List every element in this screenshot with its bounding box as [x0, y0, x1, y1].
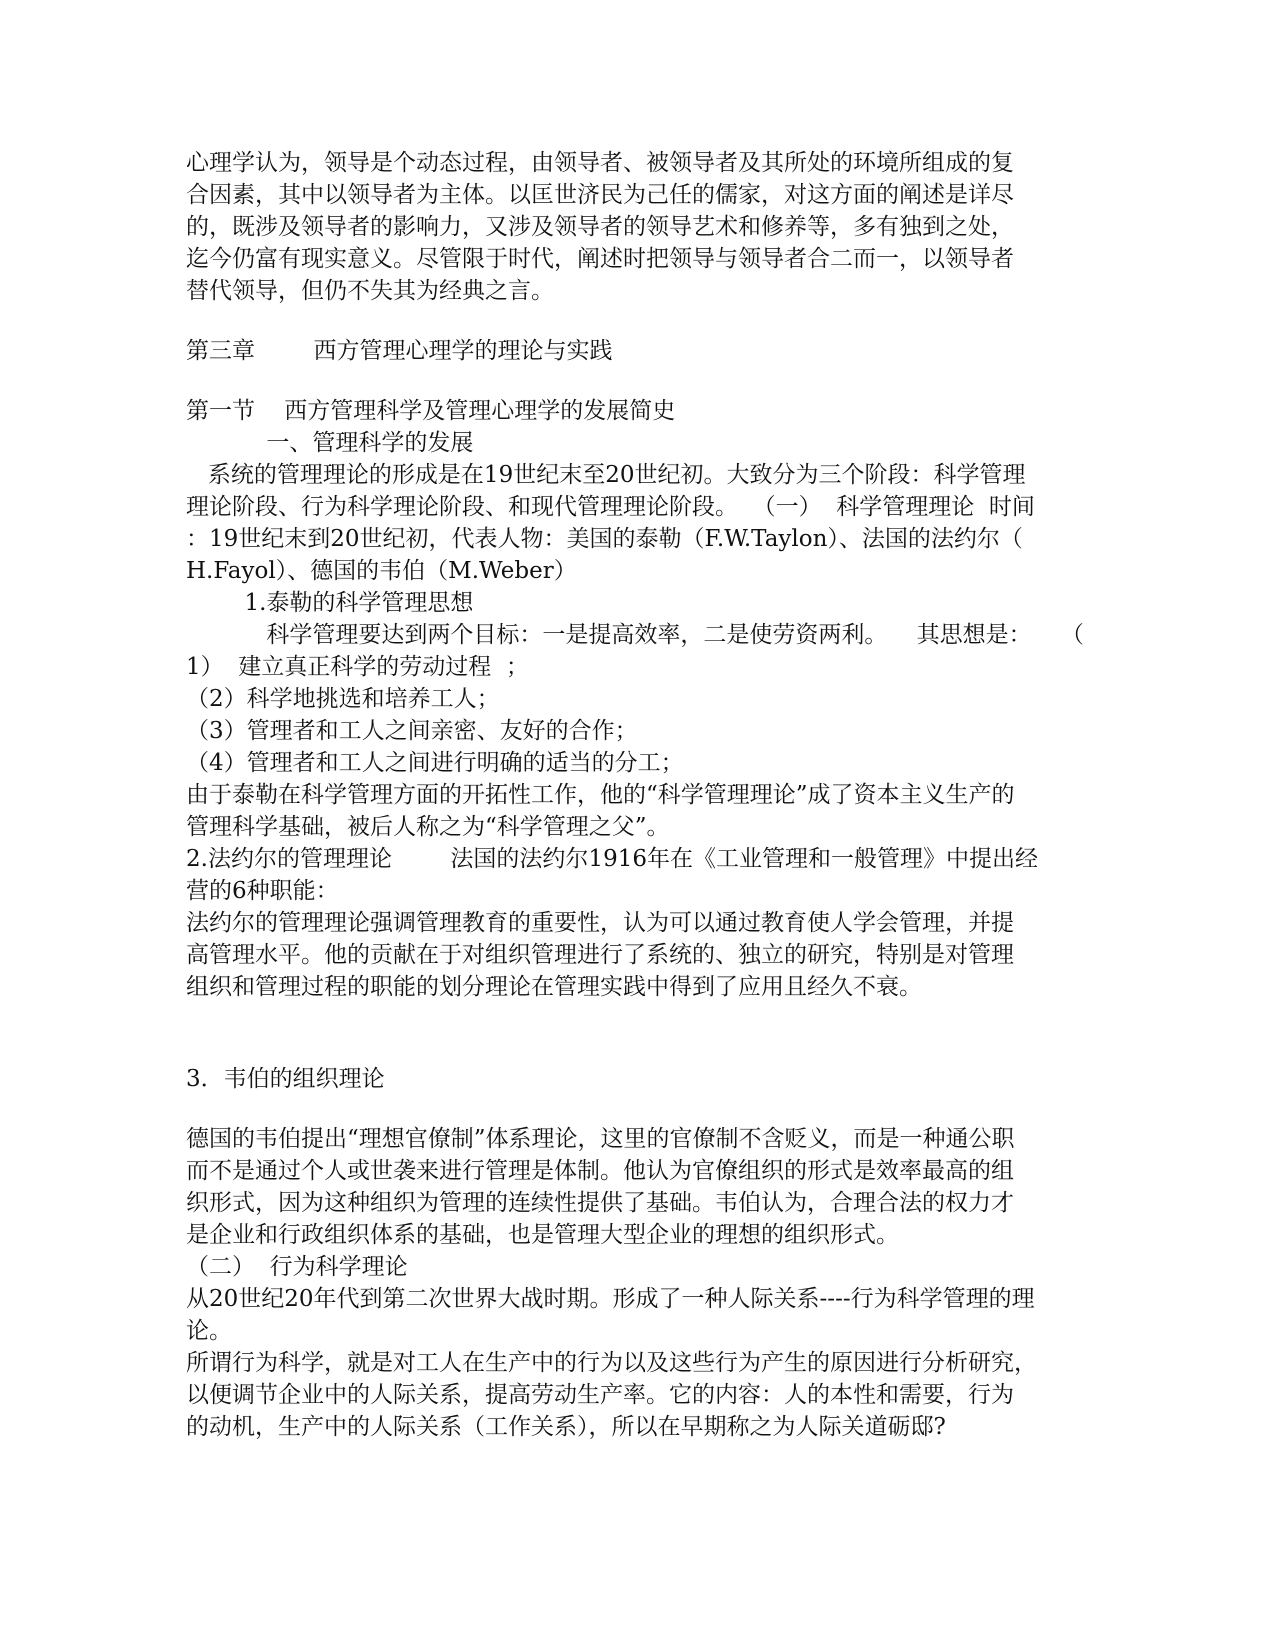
text-line: 管理科学基础，被后人称之为“科学管理之父”。	[186, 814, 670, 840]
text-line: 迄今仍富有现实意义。尽管限于时代，阐述时把领导与领导者合二而一，以领导者	[186, 246, 1014, 272]
text-line: 从20世纪20年代到第二次世界大战时期。形成了一种人际关系----行为科学管理的理	[186, 1286, 1035, 1312]
text-line: 高管理水平。他的贡献在于对组织管理进行了系统的、独立的研究，特别是对管理	[186, 942, 1014, 968]
subsection-heading: 一、管理科学的发展	[186, 430, 474, 456]
list-item: 1） 建立真正科学的劳动过程 ；	[186, 654, 529, 680]
text-line: 论。	[186, 1318, 232, 1344]
text-line: 的，既涉及领导者的影响力，又涉及领导者的领导艺术和修养等，多有独到之处，	[186, 214, 1014, 240]
text-line: 而不是通过个人或世袭来进行管理是体制。他认为官僚组织的形式是效率最高的组	[186, 1158, 1014, 1184]
text-line: 由于泰勒在科学管理方面的开拓性工作，他的“科学管理理论”成了资本主义生产的	[186, 782, 1015, 808]
list-item: （2）科学地挑选和培养工人；	[186, 686, 500, 712]
text-line: 法约尔的管理理论强调管理教育的重要性，认为可以通过教育使人学会管理，并提	[186, 910, 1014, 936]
text-line: 组织和管理过程的职能的划分理论在管理实践中得到了应用且经久不衰。	[186, 974, 922, 1000]
text-line: 营的6种职能：	[186, 878, 339, 904]
text-line: 替代领导，但仍不失其为经典之言。	[186, 278, 554, 304]
text-line: 以便调节企业中的人际关系，提高劳动生产率。它的内容：人的本性和需要，行为	[186, 1382, 1014, 1408]
list-item: （4）管理者和工人之间进行明确的适当的分工；	[186, 750, 684, 776]
text-line: 所谓行为科学，就是对工人在生产中的行为以及这些行为产生的原因进行分析研究，	[186, 1350, 1037, 1376]
text-line: 2.法约尔的管理理论 法国的法约尔1916年在《工业管理和一般管理》中提出经	[186, 846, 1038, 872]
text-line: 科学管理要达到两个目标：一是提高效率，二是使劳资两利。 其思想是： （	[186, 622, 1084, 648]
subheading: （二） 行为科学理论	[186, 1254, 408, 1280]
list-item: （3）管理者和工人之间亲密、友好的合作；	[186, 718, 638, 744]
text-line: 织形式，因为这种组织为管理的连续性提供了基础。韦伯认为，合理合法的权力才	[186, 1190, 1014, 1216]
subheading: 1.泰勒的科学管理思想	[186, 590, 474, 616]
text-line: H.Fayol）、德国的韦伯（M.Weber）	[186, 558, 577, 584]
text-line: 德国的韦伯提出“理想官僚制”体系理论，这里的官僚制不含贬义，而是一种通公职	[186, 1126, 1015, 1152]
text-line: 的动机，生产中的人际关系（工作关系），所以在早期称之为人际关道砺邸?	[186, 1414, 946, 1440]
section-heading: 第一节 西方管理科学及管理心理学的发展简史	[186, 398, 676, 424]
subheading: 3．韦伯的组织理论	[186, 1066, 385, 1092]
text-line: 心理学认为，领导是个动态过程，由领导者、被领导者及其所处的环境所组成的复	[186, 150, 1014, 176]
text-line: 是企业和行政组织体系的基础，也是管理大型企业的理想的组织形式。	[186, 1222, 899, 1248]
chapter-heading: 第三章 西方管理心理学的理论与实践	[186, 338, 613, 364]
text-line: 理论阶段、行为科学理论阶段、和现代管理理论阶段。 （一） 科学管理理论 时间	[186, 494, 1035, 520]
text-line: 系统的管理理论的形成是在19世纪末至20世纪初。大致分为三个阶段：科学管理	[186, 462, 1026, 488]
text-line: ：19世纪末到20世纪初，代表人物：美国的泰勒（F.W.Taylon）、法国的法约尔（	[186, 526, 1023, 552]
text-line: 合因素，其中以领导者为主体。以匡世济民为己任的儒家，对这方面的阐述是详尽	[186, 182, 1014, 208]
